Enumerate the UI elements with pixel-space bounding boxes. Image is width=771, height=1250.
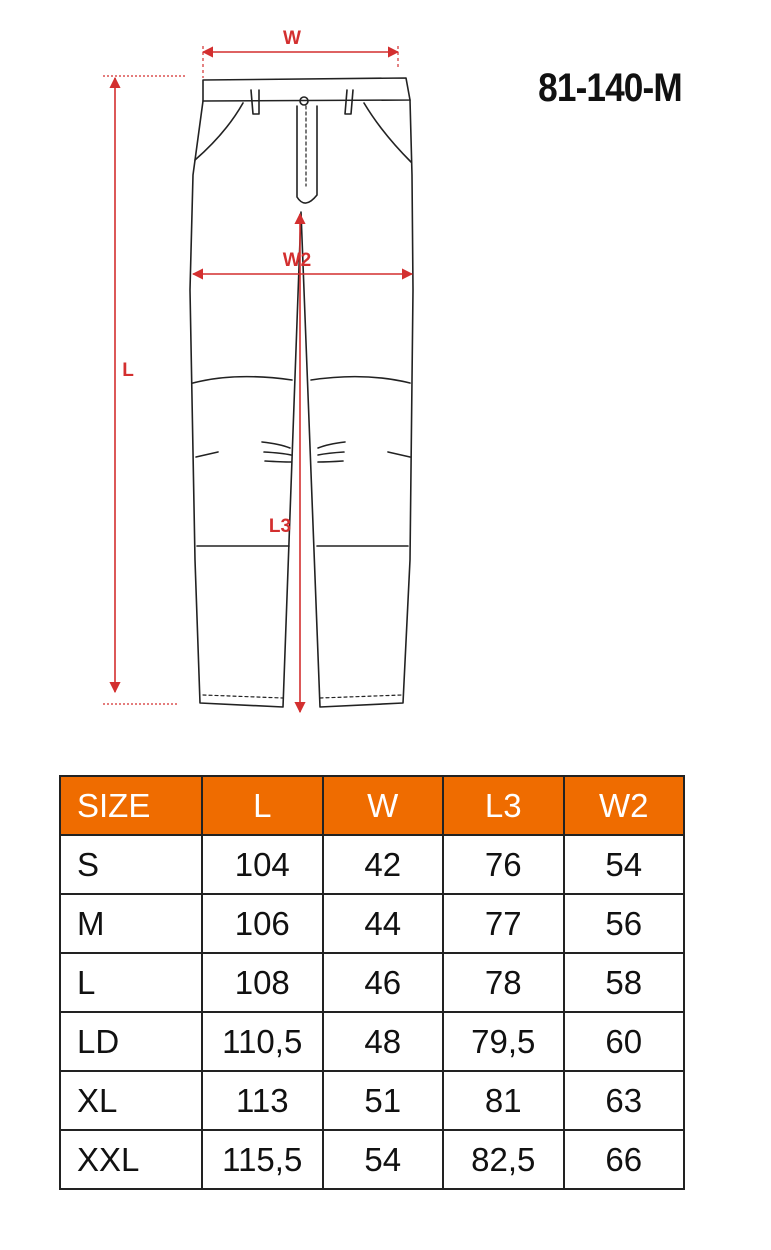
table-row [60, 894, 684, 953]
table-row [60, 953, 684, 1012]
size-cell: LD [60, 1012, 202, 1071]
column-header-waist: W [323, 776, 444, 835]
hip-cell: 54 [564, 835, 685, 894]
waist-cell: 42 [323, 835, 444, 894]
column-header-hip: W2 [564, 776, 685, 835]
waist-cell: 46 [323, 953, 444, 1012]
inseam-cell: 81 [443, 1071, 564, 1130]
inseam-cell: 77 [443, 894, 564, 953]
waist-label: W [283, 28, 301, 49]
waist-cell: 51 [323, 1071, 444, 1130]
hip-cell: 60 [564, 1012, 685, 1071]
table-row [60, 1012, 684, 1071]
inseam-cell: 78 [443, 953, 564, 1012]
hip-cell: 63 [564, 1071, 685, 1130]
column-header-length: L [202, 776, 323, 835]
size-cell: XL [60, 1071, 202, 1130]
size-table [59, 775, 685, 1190]
inseam-cell: 76 [443, 835, 564, 894]
column-header-size: SIZE [60, 776, 202, 835]
length-cell: 108 [202, 953, 323, 1012]
length-cell: 106 [202, 894, 323, 953]
pants-outline [190, 78, 413, 707]
inseam-cell: 82,5 [443, 1130, 564, 1189]
hip-cell: 58 [564, 953, 685, 1012]
dimension-lines [103, 46, 412, 712]
waist-cell: 48 [323, 1012, 444, 1071]
size-table-header [60, 776, 684, 835]
waist-cell: 54 [323, 1130, 444, 1189]
length-label: L [122, 360, 134, 381]
model-code: 81-140-M [538, 66, 682, 110]
hip-label: W2 [282, 250, 312, 271]
size-cell: M [60, 894, 202, 953]
length-cell: 104 [202, 835, 323, 894]
waist-cell: 44 [323, 894, 444, 953]
table-row [60, 1071, 684, 1130]
size-cell: L [60, 953, 202, 1012]
length-cell: 110,5 [202, 1012, 323, 1071]
inseam-cell: 79,5 [443, 1012, 564, 1071]
table-row [60, 1130, 684, 1189]
length-cell: 115,5 [202, 1130, 323, 1189]
size-cell: S [60, 835, 202, 894]
hip-cell: 56 [564, 894, 685, 953]
table-row [60, 835, 684, 894]
size-cell: XXL [60, 1130, 202, 1189]
hip-cell: 66 [564, 1130, 685, 1189]
inseam-label: L3 [268, 516, 292, 537]
column-header-inseam: L3 [443, 776, 564, 835]
length-cell: 113 [202, 1071, 323, 1130]
